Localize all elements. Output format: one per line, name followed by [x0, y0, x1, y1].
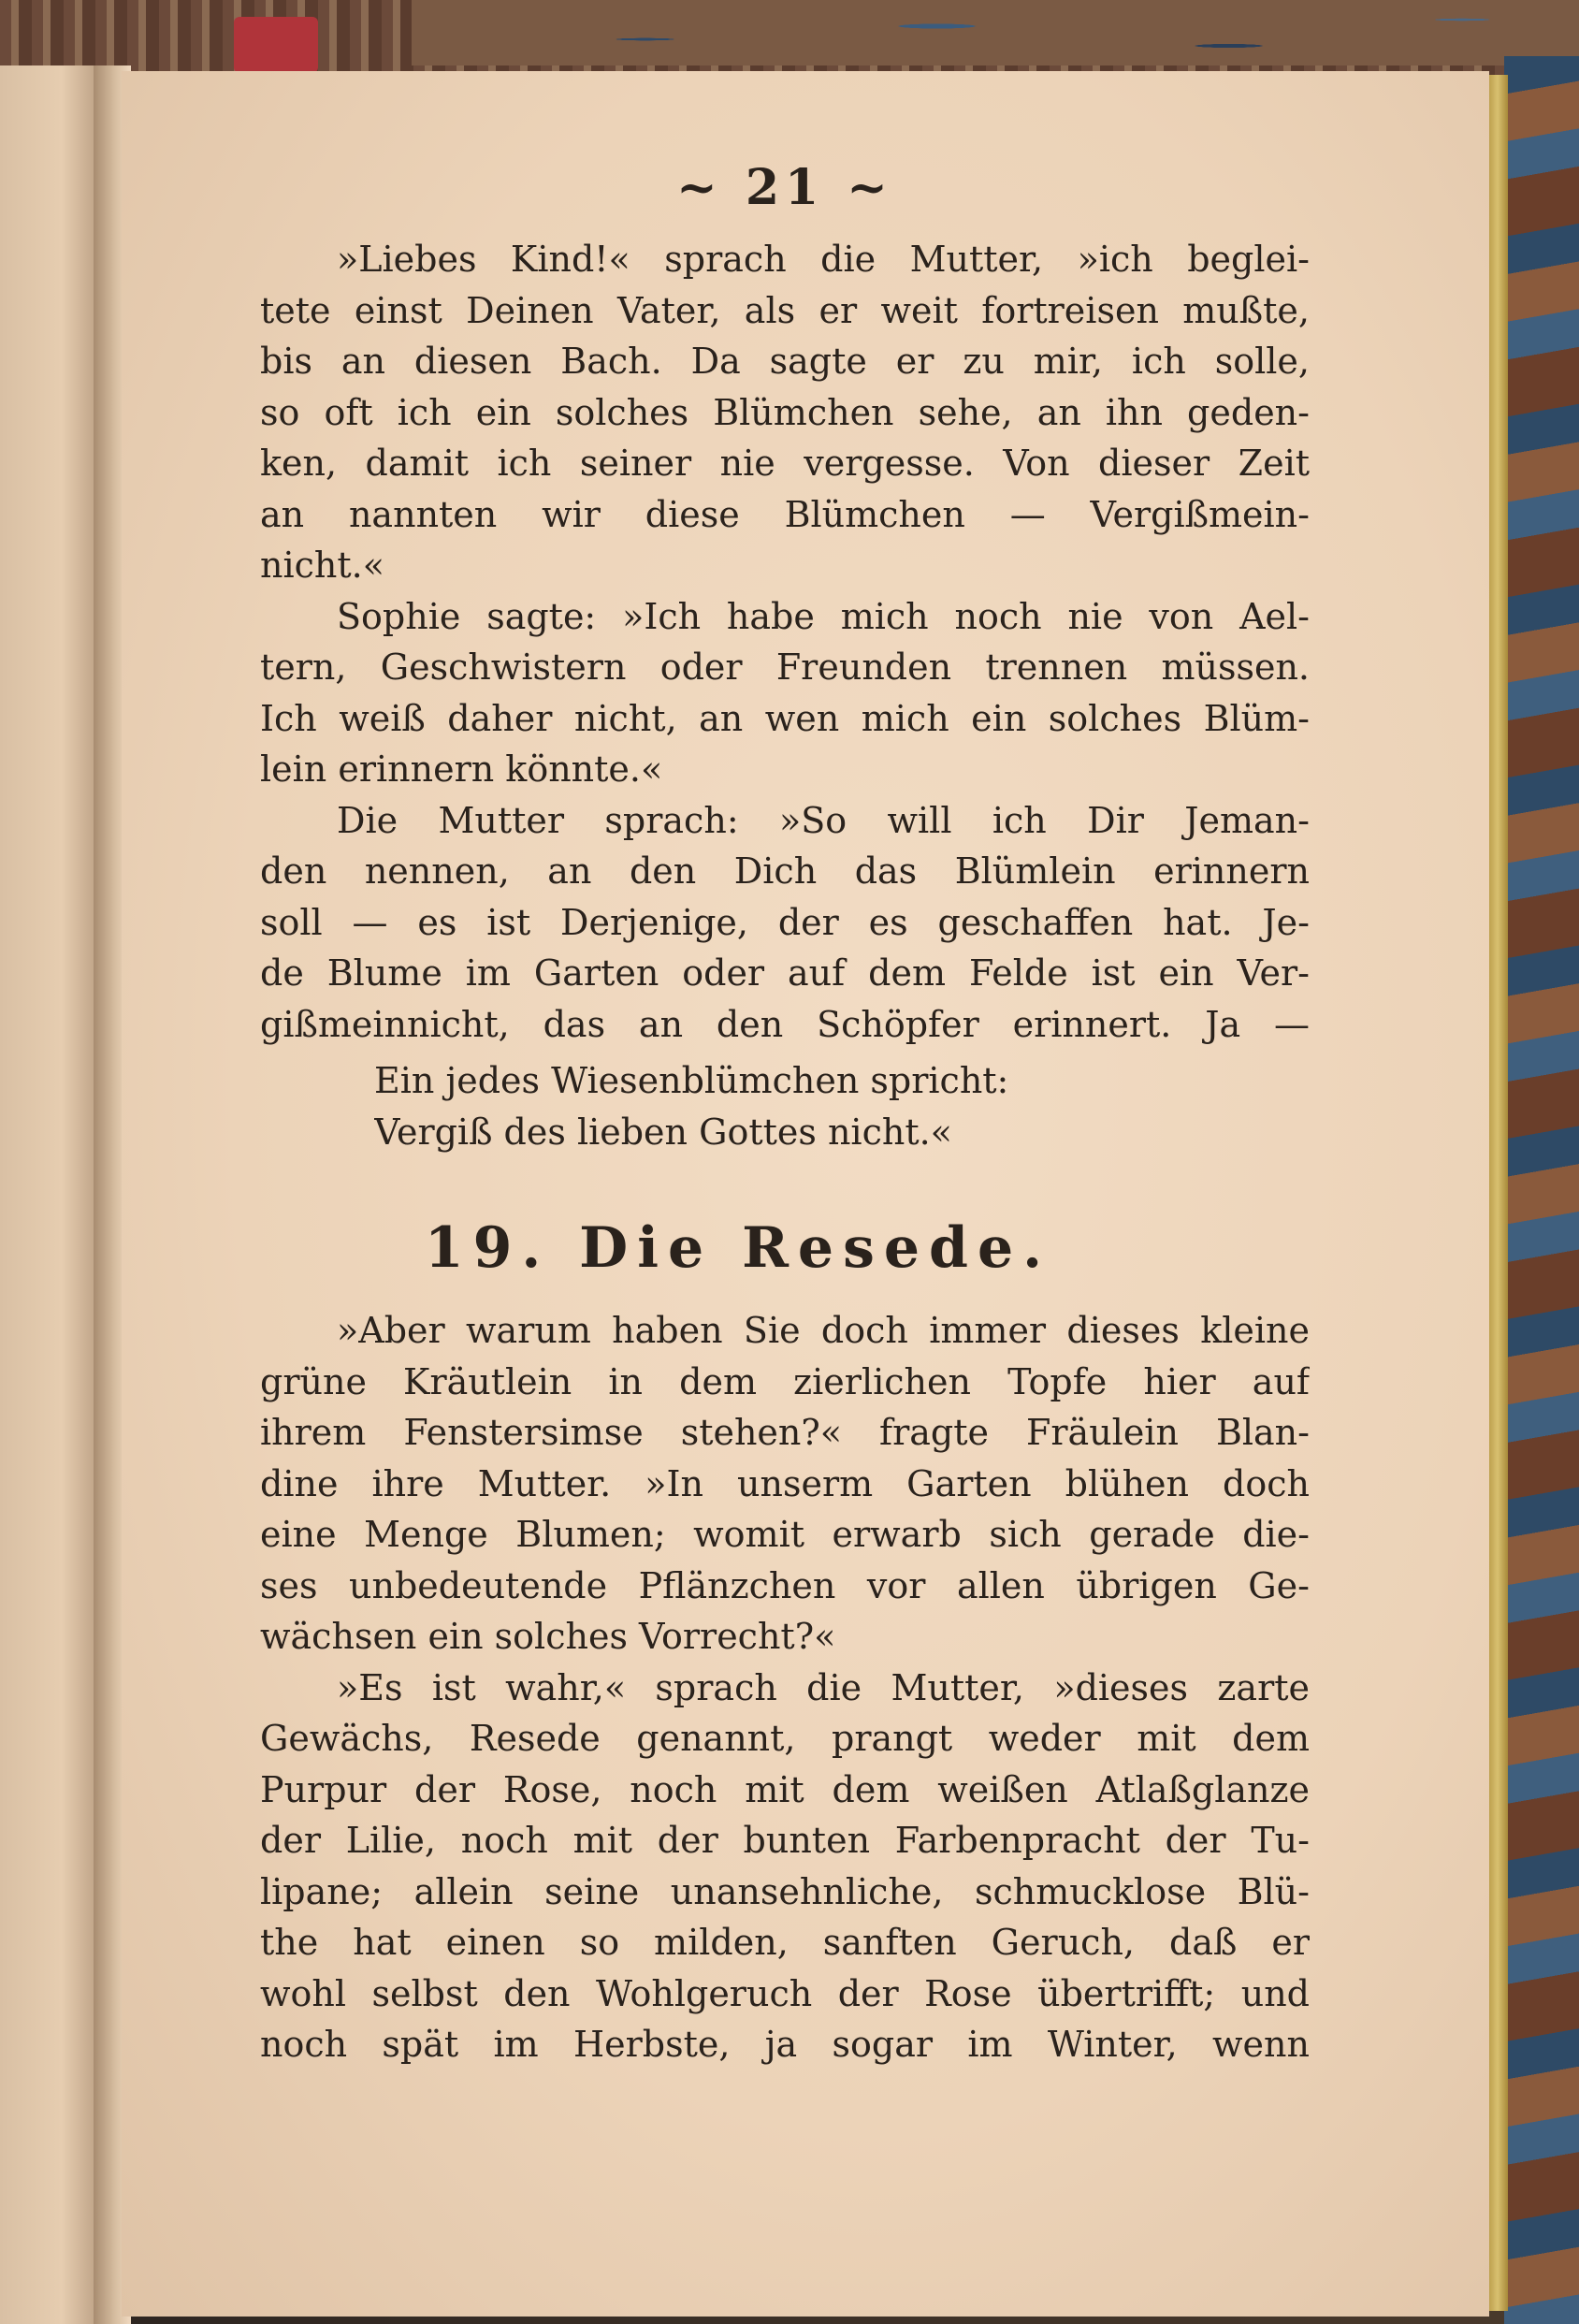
text-line: noch spät im Herbste, ja sogar im Winter, wenn: [260, 2024, 1310, 2065]
text-line: »Liebes Kind!« sprach die Mutter, »ich beglei-: [337, 239, 1310, 280]
headband-red-thread: [234, 17, 318, 73]
text-line: Purpur der Rose, noch mit dem weißen Atlaßglanze: [260, 1768, 1310, 1810]
text-line: soll — es ist Derjenige, der es geschaffen hat. Je-: [260, 901, 1310, 943]
text-line: bis an diesen Bach. Da sagte er zu mir, ich solle,: [260, 341, 1310, 382]
text-line: nicht.«: [260, 545, 384, 586]
text-line: tern, Geschwistern oder Freunden trennen müssen.: [260, 646, 1310, 688]
section-heading: 19. Die Resede.: [424, 1215, 1052, 1281]
verse-line: Vergiß des lieben Gottes nicht.«: [374, 1111, 952, 1153]
text-line: Gewächs, Resede genannt, prangt weder mit dem: [260, 1718, 1310, 1759]
text-line: »Es ist wahr,« sprach die Mutter, »dieses zarte: [337, 1666, 1310, 1708]
paragraph-2: [260, 591, 1310, 795]
verse: [260, 1055, 1310, 1157]
text-line: an nannten wir diese Blümchen — Vergißmein-: [260, 493, 1310, 535]
text-line: eine Menge Blumen; womit erwarb sich gerade die-: [260, 1514, 1310, 1555]
verse-line: Ein jedes Wiesenblümchen spricht:: [374, 1060, 1009, 1101]
text-line: wächsen ein solches Vorrecht?«: [260, 1616, 836, 1657]
marbled-board-top: [412, 0, 1579, 65]
text-line: grüne Kräutlein in dem zierlichen Topfe hier auf: [260, 1360, 1310, 1402]
text-line: der Lilie, noch mit der bunten Farbenpracht der Tu-: [260, 1820, 1310, 1861]
text-line: the hat einen so milden, sanften Geruch, daß er: [260, 1922, 1310, 1963]
text-line: lipane; allein seine unansehnliche, schmucklose Blü-: [260, 1870, 1310, 1912]
text-line: den nennen, an den Dich das Blümlein erinnern: [260, 850, 1310, 892]
text-line: dine ihre Mutter. »In unserm Garten blühen doch: [260, 1462, 1310, 1504]
text-line: gißmeinnicht, das an den Schöpfer erinnert. Ja —: [260, 1003, 1310, 1045]
marbled-board-right: [1504, 56, 1579, 2324]
paragraph-1: [260, 234, 1310, 591]
paragraph-5: [260, 1663, 1310, 2070]
folio-text: ~ 21 ~: [676, 159, 893, 216]
text-line: »Aber warum haben Sie doch immer dieses kleine: [337, 1310, 1310, 1351]
page-number: [260, 155, 1310, 221]
text-line: Sophie sagte: »Ich habe mich noch nie von Ael-: [337, 595, 1310, 637]
text-line: tete einst Deinen Vater, als er weit fortreisen mußte,: [260, 289, 1310, 331]
text-line: ken, damit ich seiner nie vergesse. Von dieser Zeit: [260, 443, 1310, 484]
book-page: [122, 71, 1489, 2317]
paragraph-4: [260, 1305, 1310, 1663]
text-line: ihrem Fenstersimse stehen?« fragte Fräulein Blan-: [260, 1412, 1310, 1453]
text-block: [260, 155, 1310, 2070]
text-line: lein erinnern könnte.«: [260, 748, 663, 790]
text-line: Die Mutter sprach: »So will ich Dir Jeman-: [337, 799, 1310, 841]
text-line: Ich weiß daher nicht, an wen mich ein solches Blüm-: [260, 697, 1310, 739]
facing-page-edge: [0, 65, 103, 2324]
gilt-page-edge: [1487, 75, 1508, 2311]
text-line: so oft ich ein solches Blümchen sehe, an ihn geden-: [260, 391, 1310, 433]
text-line: wohl selbst den Wohlgeruch der Rose übertrifft; und: [260, 1972, 1310, 2014]
text-line: ses unbedeutende Pflänzchen vor allen übrigen Ge-: [260, 1564, 1310, 1606]
paragraph-3: [260, 795, 1310, 1051]
text-line: de Blume im Garten oder auf dem Felde ist ein Ver-: [260, 952, 1310, 994]
